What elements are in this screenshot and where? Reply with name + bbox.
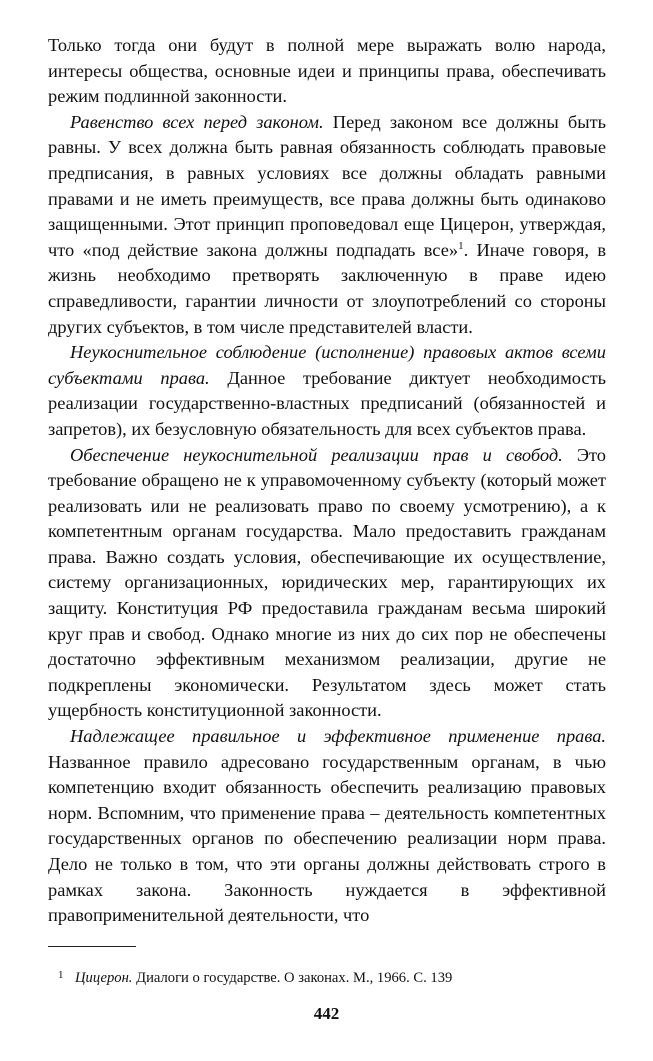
paragraph-lead: Обеспечение неукоснительной реализации прав и свобод. xyxy=(70,444,563,465)
page-body xyxy=(48,33,606,929)
paragraph-2 xyxy=(48,110,606,340)
paragraph-4 xyxy=(48,443,606,725)
paragraph-lead: Надлежащее правильное и эффективное применение права. xyxy=(70,726,606,747)
paragraph-text: Это требование обращено не к управомоченному субъекту (который может реализовать или не реализовать право по своему усмотрению), а к компетентным органам государства. Мало предоставить гражданам права. Важно создать условия, обеспечивающие их осуществление, систему организационных, юридических мер, гарантирующих их защиту. Конституция РФ предоставила гражданам весьма широкий круг прав и свобод. Однако многие из них до сих пор не обеспечены достаточно эффективным механизмом реализации, другие не подкреплены экономически. Результатом здесь может стать ущербность конституционной законности. xyxy=(48,444,606,721)
paragraph-text: Только тогда они будут в полной мере выражать волю народа, интересы общества, основные идеи и принципы права, обеспечивать режим подлинной законности. xyxy=(48,35,606,107)
footnote-mark: 1 xyxy=(58,969,64,981)
footnote-reference: 1 xyxy=(458,239,464,252)
paragraph-5 xyxy=(48,724,606,929)
footnote-author: Цицерон. xyxy=(75,970,133,986)
footnote xyxy=(58,969,615,987)
paragraph-text: Данное требование диктует необходимость реализации государственно-властных предписаний (обязанностей и запретов), их безусловную обязательность для всех субъектов права. xyxy=(48,367,606,439)
paragraph-lead: Неукоснительное соблюдение (исполнение) правовых актов всеми субъектами права. xyxy=(48,342,606,388)
paragraph-3 xyxy=(48,340,606,442)
footnote-divider xyxy=(48,946,136,947)
paragraph-text: Перед законом все должны быть равны. У всех должна быть равная обязанность соблюдать правовые предписания, в равных условиях все должны обладать равными правами и не иметь преимуществ, все права должны быть одинаково защищенными. Этот принцип проповедовал еще Цицерон, утверждая, что «под действие закона должны подпадать все» xyxy=(48,111,606,260)
paragraph-1 xyxy=(48,33,606,110)
page-number: 442 xyxy=(313,1004,340,1023)
paragraph-text: Названное правило адресовано государственным органам, в чью компетенцию входит обязанность обеспечить реализацию правовых норм. Вспомним, что применение права – деятельность компетентных государственных органов по обеспечению реализации норм права. Дело не только в том, что эти органы должны действовать строго в рамках закона. Законность нуждается в эффективной правоприменительной деятельности, что xyxy=(48,751,606,926)
footnote-text: Диалоги о государстве. О законах. М., 1966. С. 139 xyxy=(132,970,453,986)
paragraph-lead: Равенство всех перед законом. xyxy=(70,111,324,132)
paragraph-text-continued: . Иначе говоря, в жизнь необходимо претворять заключенную в праве идею справедливости, гарантии личности от злоупотреблений со стороны других субъектов, в том числе представителей власти. xyxy=(48,239,607,337)
